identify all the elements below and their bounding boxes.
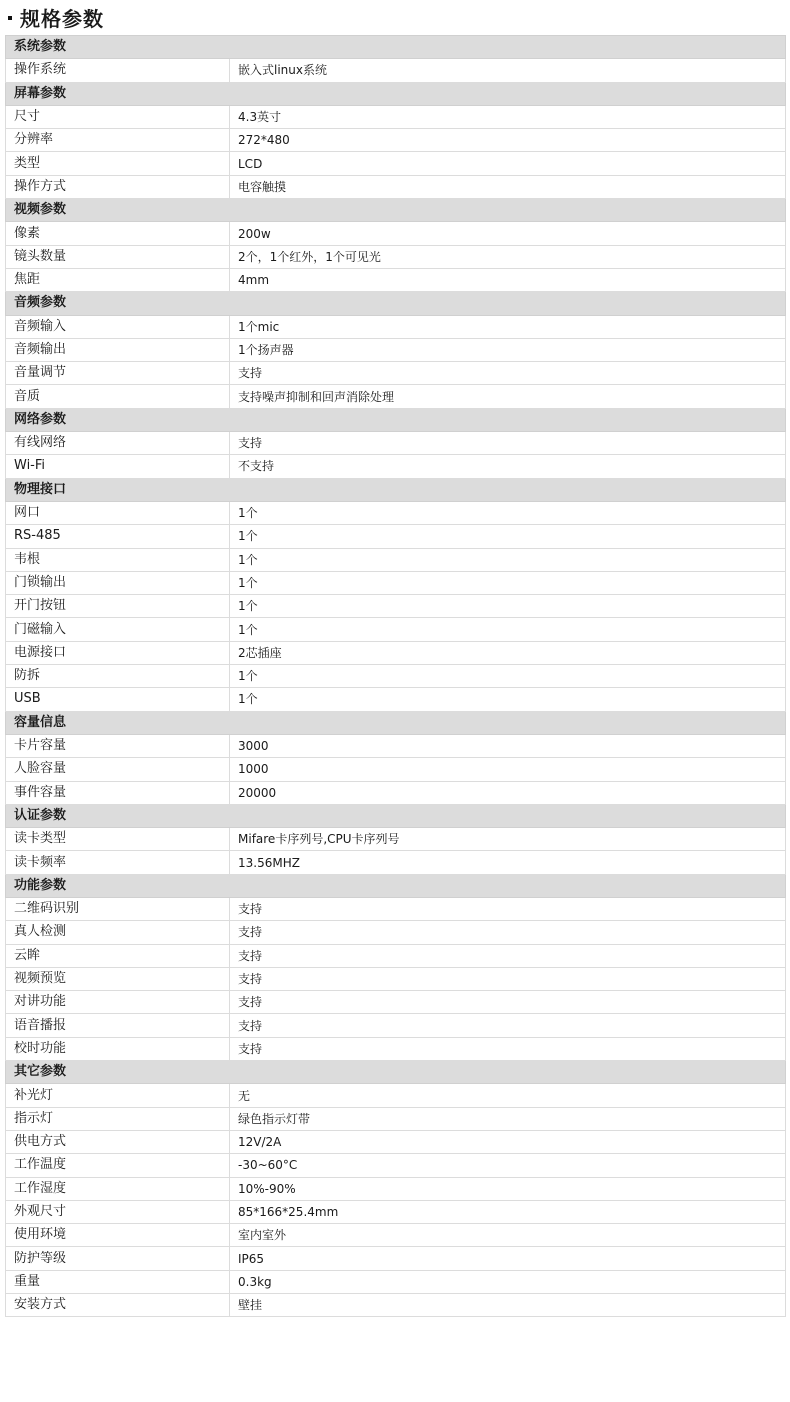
table-row bbox=[6, 129, 786, 152]
param-label: 音频输入 bbox=[6, 315, 230, 338]
param-label: 校时功能 bbox=[6, 1037, 230, 1060]
spec-table bbox=[5, 35, 786, 1317]
table-row bbox=[6, 338, 786, 361]
param-label: 供电方式 bbox=[6, 1130, 230, 1153]
param-label: 读卡频率 bbox=[6, 851, 230, 874]
param-label: 语音播报 bbox=[6, 1014, 230, 1037]
section-header bbox=[6, 292, 786, 315]
table-row bbox=[6, 781, 786, 804]
param-label: 防拆 bbox=[6, 665, 230, 688]
section-title: 网络参数 bbox=[6, 408, 786, 431]
table-row bbox=[6, 688, 786, 711]
param-value: 1个 bbox=[230, 525, 786, 548]
section-title: 认证参数 bbox=[6, 804, 786, 827]
param-value: 支持 bbox=[230, 432, 786, 455]
param-label: 重量 bbox=[6, 1270, 230, 1293]
table-row bbox=[6, 991, 786, 1014]
table-row bbox=[6, 618, 786, 641]
table-row bbox=[6, 665, 786, 688]
param-label: 有线网络 bbox=[6, 432, 230, 455]
param-label: 尺寸 bbox=[6, 105, 230, 128]
param-value: IP65 bbox=[230, 1247, 786, 1270]
param-value: -30~60°C bbox=[230, 1154, 786, 1177]
table-row bbox=[6, 548, 786, 571]
param-value: 绿色指示灯带 bbox=[230, 1107, 786, 1130]
table-row bbox=[6, 571, 786, 594]
table-row bbox=[6, 1084, 786, 1107]
section-header bbox=[6, 36, 786, 59]
section-header bbox=[6, 711, 786, 734]
table-row bbox=[6, 455, 786, 478]
param-label: 焦距 bbox=[6, 268, 230, 291]
table-row bbox=[6, 59, 786, 82]
param-value: 200w bbox=[230, 222, 786, 245]
param-label: 音质 bbox=[6, 385, 230, 408]
param-label: 防护等级 bbox=[6, 1247, 230, 1270]
table-row bbox=[6, 828, 786, 851]
table-row bbox=[6, 105, 786, 128]
section-title: 视频参数 bbox=[6, 199, 786, 222]
param-value: 支持 bbox=[230, 1037, 786, 1060]
param-label: 分辨率 bbox=[6, 129, 230, 152]
param-value: 1000 bbox=[230, 758, 786, 781]
table-row bbox=[6, 175, 786, 198]
param-value: 无 bbox=[230, 1084, 786, 1107]
page-title: 规格参数 bbox=[20, 6, 104, 31]
param-label: 事件容量 bbox=[6, 781, 230, 804]
section-header bbox=[6, 408, 786, 431]
param-label: 操作方式 bbox=[6, 175, 230, 198]
param-value: 1个 bbox=[230, 595, 786, 618]
section-title: 功能参数 bbox=[6, 874, 786, 897]
section-title: 其它参数 bbox=[6, 1061, 786, 1084]
param-value: 3000 bbox=[230, 734, 786, 757]
param-label: 门锁输出 bbox=[6, 571, 230, 594]
param-label: Wi-Fi bbox=[6, 455, 230, 478]
section-title: 容量信息 bbox=[6, 711, 786, 734]
param-value: 嵌入式linux系统 bbox=[230, 59, 786, 82]
param-value: 1个 bbox=[230, 665, 786, 688]
param-label: 使用环境 bbox=[6, 1224, 230, 1247]
table-row bbox=[6, 525, 786, 548]
param-label: 视频预览 bbox=[6, 967, 230, 990]
param-label: 韦根 bbox=[6, 548, 230, 571]
section-title: 音频参数 bbox=[6, 292, 786, 315]
param-value: 电容触摸 bbox=[230, 175, 786, 198]
param-label: 补光灯 bbox=[6, 1084, 230, 1107]
section-title: 屏幕参数 bbox=[6, 82, 786, 105]
table-row bbox=[6, 1177, 786, 1200]
param-label: 对讲功能 bbox=[6, 991, 230, 1014]
table-row bbox=[6, 385, 786, 408]
table-row bbox=[6, 1037, 786, 1060]
param-label: 电源接口 bbox=[6, 641, 230, 664]
param-value: 12V/2A bbox=[230, 1130, 786, 1153]
param-label: 读卡类型 bbox=[6, 828, 230, 851]
param-label: 镜头数量 bbox=[6, 245, 230, 268]
table-row bbox=[6, 851, 786, 874]
param-label: 音量调节 bbox=[6, 362, 230, 385]
param-value: 1个 bbox=[230, 571, 786, 594]
param-value: 2芯插座 bbox=[230, 641, 786, 664]
param-label: RS-485 bbox=[6, 525, 230, 548]
table-row bbox=[6, 245, 786, 268]
param-value: 4.3英寸 bbox=[230, 105, 786, 128]
bullet-icon bbox=[8, 16, 12, 20]
table-row bbox=[6, 432, 786, 455]
table-row bbox=[6, 268, 786, 291]
param-label: 外观尺寸 bbox=[6, 1200, 230, 1223]
param-value: Mifare卡序列号,CPU卡序列号 bbox=[230, 828, 786, 851]
section-title: 物理接口 bbox=[6, 478, 786, 501]
section-header bbox=[6, 199, 786, 222]
param-label: 操作系统 bbox=[6, 59, 230, 82]
table-row bbox=[6, 967, 786, 990]
param-value: 壁挂 bbox=[230, 1294, 786, 1317]
param-label: 云眸 bbox=[6, 944, 230, 967]
table-row bbox=[6, 1270, 786, 1293]
param-value: 支持 bbox=[230, 1014, 786, 1037]
param-value: 不支持 bbox=[230, 455, 786, 478]
param-label: 工作温度 bbox=[6, 1154, 230, 1177]
table-row bbox=[6, 1200, 786, 1223]
section-header bbox=[6, 874, 786, 897]
param-label: 网口 bbox=[6, 501, 230, 524]
table-row bbox=[6, 362, 786, 385]
param-value: 室内室外 bbox=[230, 1224, 786, 1247]
table-row bbox=[6, 897, 786, 920]
param-label: 指示灯 bbox=[6, 1107, 230, 1130]
table-row bbox=[6, 501, 786, 524]
param-value: 13.56MHZ bbox=[230, 851, 786, 874]
param-value: 10%-90% bbox=[230, 1177, 786, 1200]
param-value: 支持噪声抑制和回声消除处理 bbox=[230, 385, 786, 408]
param-label: 安装方式 bbox=[6, 1294, 230, 1317]
table-row bbox=[6, 944, 786, 967]
table-row bbox=[6, 595, 786, 618]
param-label: 人脸容量 bbox=[6, 758, 230, 781]
param-label: USB bbox=[6, 688, 230, 711]
table-row bbox=[6, 734, 786, 757]
table-row bbox=[6, 758, 786, 781]
table-row bbox=[6, 1247, 786, 1270]
param-label: 二维码识别 bbox=[6, 897, 230, 920]
param-value: 支持 bbox=[230, 967, 786, 990]
param-value: 1个 bbox=[230, 688, 786, 711]
section-header bbox=[6, 1061, 786, 1084]
param-label: 真人检测 bbox=[6, 921, 230, 944]
table-row bbox=[6, 641, 786, 664]
param-value: 1个 bbox=[230, 618, 786, 641]
param-label: 工作湿度 bbox=[6, 1177, 230, 1200]
param-value: 1个 bbox=[230, 501, 786, 524]
section-header bbox=[6, 804, 786, 827]
page-header bbox=[0, 0, 790, 34]
param-label: 卡片容量 bbox=[6, 734, 230, 757]
section-header bbox=[6, 478, 786, 501]
table-row bbox=[6, 1014, 786, 1037]
param-value: 272*480 bbox=[230, 129, 786, 152]
table-row bbox=[6, 315, 786, 338]
param-value: 支持 bbox=[230, 921, 786, 944]
param-label: 像素 bbox=[6, 222, 230, 245]
table-row bbox=[6, 1107, 786, 1130]
param-label: 类型 bbox=[6, 152, 230, 175]
param-value: 支持 bbox=[230, 944, 786, 967]
section-title: 系统参数 bbox=[6, 36, 786, 59]
param-value: 2个，1个红外，1个可见光 bbox=[230, 245, 786, 268]
param-label: 开门按钮 bbox=[6, 595, 230, 618]
table-row bbox=[6, 152, 786, 175]
param-value: LCD bbox=[230, 152, 786, 175]
table-row bbox=[6, 222, 786, 245]
table-row bbox=[6, 1154, 786, 1177]
param-label: 门磁输入 bbox=[6, 618, 230, 641]
param-value: 支持 bbox=[230, 362, 786, 385]
section-header bbox=[6, 82, 786, 105]
param-value: 1个扬声器 bbox=[230, 338, 786, 361]
spec-table-body bbox=[6, 36, 786, 1317]
param-value: 1个mic bbox=[230, 315, 786, 338]
param-label: 音频输出 bbox=[6, 338, 230, 361]
table-row bbox=[6, 1130, 786, 1153]
param-value: 1个 bbox=[230, 548, 786, 571]
param-value: 支持 bbox=[230, 897, 786, 920]
param-value: 85*166*25.4mm bbox=[230, 1200, 786, 1223]
param-value: 20000 bbox=[230, 781, 786, 804]
param-value: 支持 bbox=[230, 991, 786, 1014]
param-value: 4mm bbox=[230, 268, 786, 291]
param-value: 0.3kg bbox=[230, 1270, 786, 1293]
table-row bbox=[6, 921, 786, 944]
table-row bbox=[6, 1224, 786, 1247]
table-row bbox=[6, 1294, 786, 1317]
